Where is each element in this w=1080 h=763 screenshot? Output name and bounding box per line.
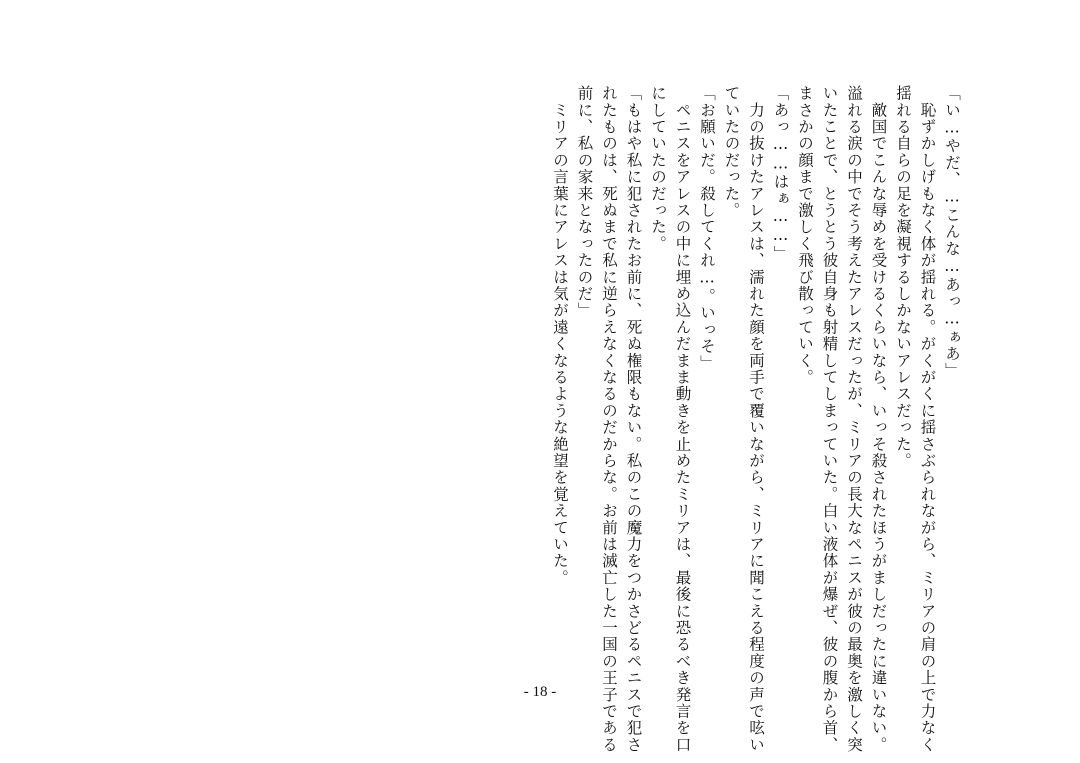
text-line: 「お願いだ。殺してくれ…。いっそ」 (698, 85, 716, 372)
text-line: ミリアの言葉にアレスは気が遠くなるような絶望を覚えていた。 (551, 85, 569, 586)
text-line: 前に、私の家来となったのだ」 (575, 85, 594, 319)
text-line: 力の抜けたアレスは、濡れた顔を両手で覆いながら、ミリアに聞こえる程度の声で呟い (747, 85, 765, 753)
text-line: 恥ずかしげもなく体が揺れる。がくがくに揺さぶられながら、ミリアの肩の上で力なく (918, 85, 937, 753)
text-line: いたことで、とうとう彼自身も射精してしまっていた。白い液体が爆ぜ、彼の腹から首、 (820, 85, 839, 753)
text-line: 揺れる自らの足を凝視するしかないアレスだった。 (894, 85, 912, 470)
text-line: ていたのだった。 (722, 85, 741, 219)
text-line: 敵国でこんな辱めを受けるくらいなら、いっそ殺されたほうがましだったに違いない。 (869, 85, 888, 753)
vertical-body-text (548, 85, 965, 753)
text-line: まさかの顔まで激しく飛び散っていく。 (796, 85, 814, 386)
text-line: にしていたのだった。 (649, 85, 667, 252)
text-line: 「い…やだ、…こんな…あっ…ぁあ」 (943, 85, 961, 379)
text-line: 「あっ……はぁ……」 (771, 85, 790, 262)
text-line: 「もはや私に犯されたお前に、死ぬ権限もない。私のこの魔力をつかさどるペニスで犯さ (624, 85, 643, 753)
text-line: れたものは、死ぬまで私に逆らえなくなるのだからな。お前は滅亡した一国の王子である (600, 85, 618, 753)
text-line: ペニスをアレスの中に埋め込んだまま動きを止めたミリアは、最後に恐るべき発言を口 (673, 85, 692, 753)
page-number: - 18 - (523, 684, 557, 700)
text-line: 溢れる涙の中でそう考えたアレスだったが、ミリアの長大なペニスが彼の最奥を激しく突 (845, 85, 863, 753)
